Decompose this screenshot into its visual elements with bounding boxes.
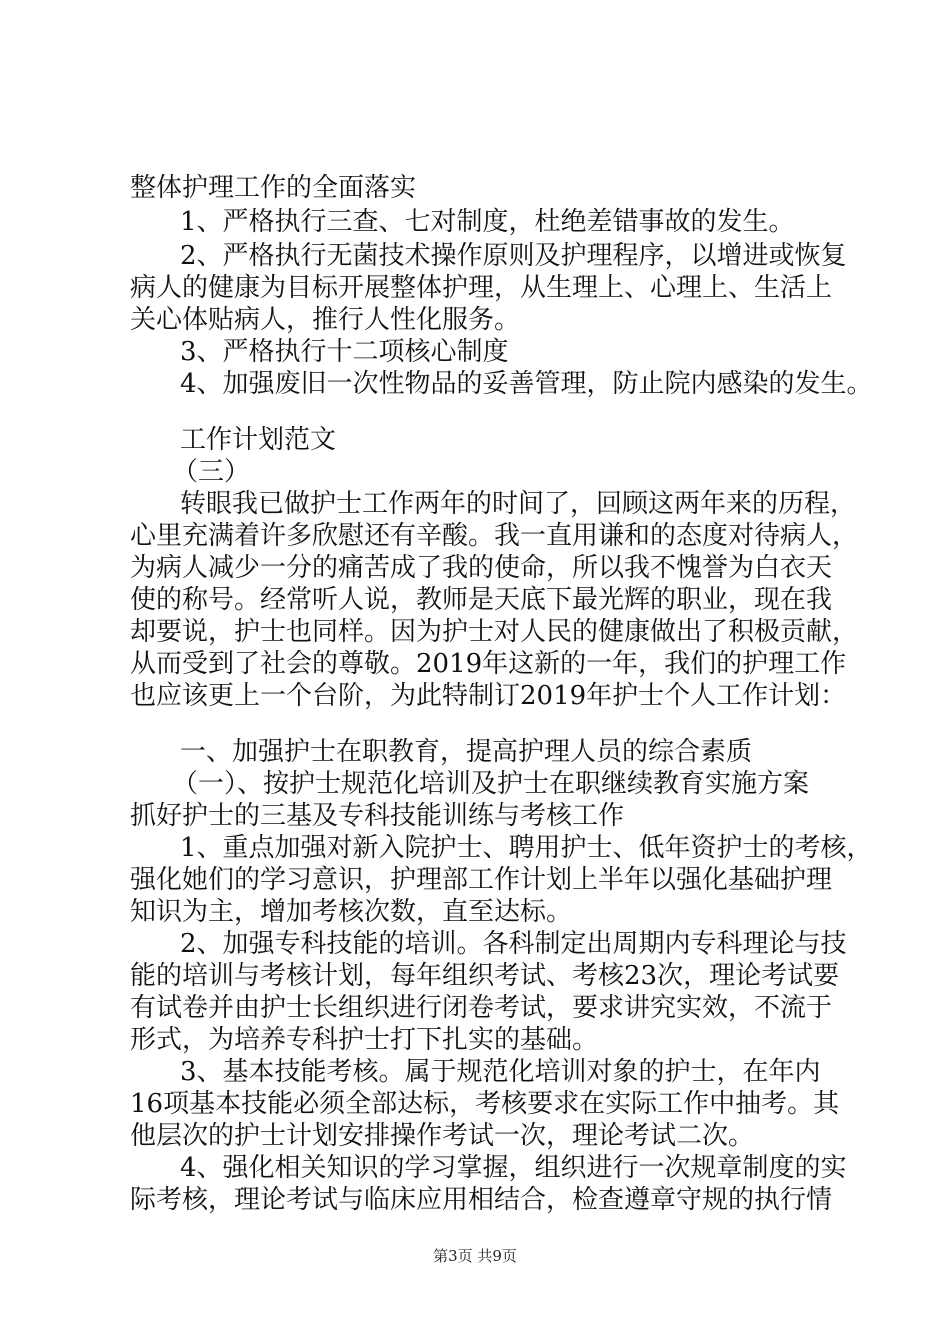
text-line: 整体护理工作的全面落实 [130,173,417,203]
text-line: 使的称号。经常听人说，教师是天底下最光辉的职业，现在我 [130,585,833,615]
text-line: 强化她们的学习意识，护理部工作计划上半年以强化基础护理 [130,865,833,895]
text-line: （一）、按护士规范化培训及护士在职继续教育实施方案 [172,769,810,799]
text-line: 际考核，理论考试与临床应用相结合，检查遵章守规的执行情 [130,1185,833,1215]
text-line: 4、强化相关知识的学习掌握，组织进行一次规章制度的实 [180,1153,847,1183]
text-line: 2、加强专科技能的培训。各科制定出周期内专科理论与技 [180,929,847,959]
text-line: 抓好护士的三基及专科技能训练与考核工作 [130,801,625,831]
text-line: 4、加强废旧一次性物品的妥善管理，防止院内感染的发生。 [180,369,873,399]
section-heading: 一、加强护士在职教育，提高护理人员的综合素质 [180,737,753,767]
page-footer: 第3页 共9页 [433,1247,517,1265]
text-line: 1、重点加强对新入院护士、聘用护士、低年资护士的考核， [180,833,873,863]
text-line: 有试卷并由护士长组织进行闭卷考试，要求讲究实效，不流于 [130,993,833,1023]
text-line: 3、基本技能考核。属于规范化培训对象的护士，在年内 [180,1057,821,1087]
section-subheading: （三） [172,457,251,487]
text-line: 病人的健康为目标开展整体护理，从生理上、心理上、生活上 [130,273,833,303]
text-line: 知识为主，增加考核次数，直至达标。 [130,897,573,927]
text-line: 关心体贴病人，推行人性化服务。 [130,305,521,335]
text-line: 从而受到了社会的尊敬。2019年这新的一年，我们的护理工作 [130,649,847,679]
text-line: 心里充满着许多欣慰还有辛酸。我一直用谦和的态度对待病人， [130,521,859,551]
text-line: 3、严格执行十二项核心制度 [180,337,509,367]
text-line: 形式，为培养专科护士打下扎实的基础。 [130,1025,599,1055]
text-line: 也应该更上一个台阶，为此特制订2019年护士个人工作计划： [130,681,847,711]
text-line: 为病人减少一分的痛苦成了我的使命，所以我不愧誉为白衣天 [130,553,833,583]
text-line: 他层次的护士计划安排操作考试一次，理论考试二次。 [130,1121,755,1151]
text-line: 却要说，护士也同样。因为护士对人民的健康做出了积极贡献， [130,617,859,647]
text-line: 16项基本技能必须全部达标，考核要求在实际工作中抽考。其 [130,1089,840,1119]
text-line: 能的培训与考核计划，每年组织考试、考核23次，理论考试要 [130,961,840,991]
section-heading: 工作计划范文 [180,425,337,455]
text-line: 2、严格执行无菌技术操作原则及护理程序，以增进或恢复 [180,241,847,271]
text-line: 1、严格执行三查、七对制度，杜绝差错事故的发生。 [180,207,795,237]
text-line: 转眼我已做护士工作两年的时间了，回顾这两年来的历程， [180,489,857,519]
